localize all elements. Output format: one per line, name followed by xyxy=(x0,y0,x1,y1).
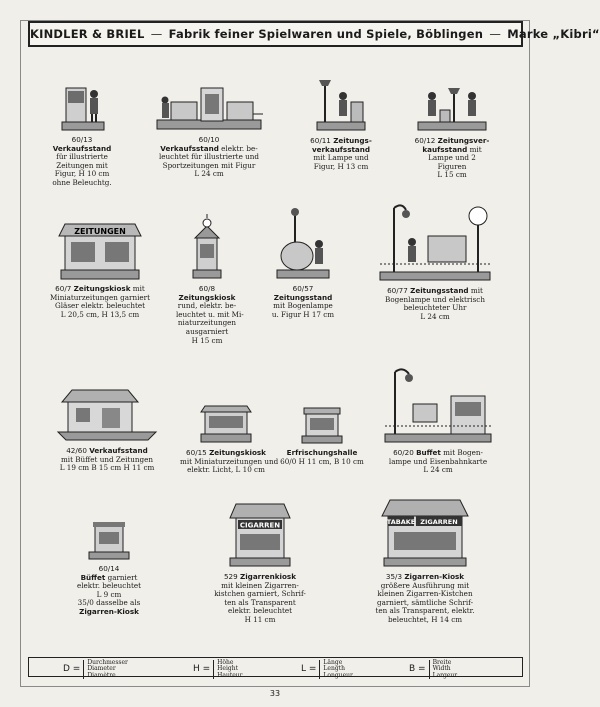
company-name: KINDLER & BRIEL xyxy=(30,27,145,41)
refreshment-hall-illustration xyxy=(298,404,346,446)
cigarren-sign: CIGARREN xyxy=(239,521,281,530)
product-60-13: 60/13 Verkaufsstand für illustrierte Zeitungen mit Figur, H 10 cm ohne Beleuchtg. xyxy=(50,78,114,188)
tabake-sign: TABAKE xyxy=(386,518,416,526)
zeitungen-sign: ZEITUNGEN xyxy=(74,227,126,236)
legend-l: L = Länge Length Longueur xyxy=(301,659,353,679)
newsstand-arc-lamp-illustration xyxy=(273,204,333,282)
newsstand-clock-illustration xyxy=(376,200,494,284)
sales-stand-buffet-illustration xyxy=(56,382,158,444)
page-number: 33 xyxy=(269,689,281,698)
small-newspaper-kiosk-illustration xyxy=(197,402,255,446)
product-60-20: 60/20 Buffet mit Bogen- lampe und Eisenbahnkarte L 24 cm xyxy=(378,366,498,475)
product-60-11: 60/11 Zeitungs- verkaufsstand mit Lampe und Figur, H 13 cm xyxy=(306,72,376,171)
product-529: CIGARREN 529 Zigarrenkiosk mit kleinen Zigarren- kistchen garniert, Schrif- ten als Transparent elektr. beleuchtet H 11 cm xyxy=(210,500,310,625)
product-60-7: ZEITUNGEN 60/7 Zeitungskiosk mit Miniaturzeitungen garniert Gläser elektr. beleuchtet L 20,5 cm, H 13,5 cm xyxy=(50,210,150,319)
product-60-10: 60/10 Verkaufsstand elektr. be- leuchtet für illustrierte und Sportzeitungen mit Figur L 24 cm xyxy=(150,80,268,179)
product-60-8: 60/8 Zeitungskiosk rund, elektr. be- leuchtet u. mit Mi- niaturzeitungen ausgarniert H 15 cm xyxy=(176,214,238,345)
dimension-legend xyxy=(28,657,523,677)
legend-b: B = Breite Width Largeur xyxy=(409,659,458,679)
newsstand-lamp-illustration xyxy=(311,72,371,134)
buffet-arc-lamp-illustration xyxy=(381,366,495,446)
product-60-14: 60/14 Büffet garniert elektr. beleuchtet L 9 cm 35/0 dasselbe als Zigarren-Kiosk xyxy=(74,518,144,617)
product-60-12: 60/12 Zeitungsver- kaufsstand mit Lampe und 2 Figuren L 15 cm xyxy=(412,76,492,180)
company-description: Fabrik feiner Spielwaren und Spiele, Böblingen xyxy=(168,27,484,41)
product-42-60: 42/60 Verkaufsstand mit Büffet und Zeitungen L 19 cm B 15 cm H 11 cm xyxy=(52,382,162,473)
newspaper-kiosk-illustration xyxy=(57,210,143,282)
product-60-77: 60/77 Zeitungsstand mit Bogenlampe und elektrisch beleuchteter Uhr L 24 cm xyxy=(372,200,498,321)
newsstand-two-figures-illustration xyxy=(414,76,490,134)
zigarren-sign: ZIGARREN xyxy=(420,518,458,526)
product-35-3: TABAKE ZIGARREN 35/3 Zigarren-Kiosk größere Ausführung mit kleinen Zigarren-Kistchen garniert, sämtliche Schrif- ten als Transparent, elektr. beleuchtet, H 14 cm xyxy=(370,494,480,625)
product-60-15: 60/15 Zeitungskiosk mit Miniaturzeitungen und elektr. Licht, L 10 cm xyxy=(180,402,272,475)
large-cigar-kiosk-illustration xyxy=(380,494,470,570)
cigar-kiosk-illustration xyxy=(226,500,294,570)
catalog-header: KINDLER & BRIEL — Fabrik feiner Spielwaren und Spiele, Böblingen — Marke „Kibri“ xyxy=(28,21,523,47)
newsstand-figure-illustration xyxy=(56,78,108,133)
product-60-57: 60/57 Zeitungsstand mit Bogenlampe u. Figur H 17 cm xyxy=(268,204,338,319)
buffet-kiosk-illustration xyxy=(85,518,133,562)
brand-name: Marke „Kibri“ xyxy=(507,27,600,41)
legend-h: H = Höhe Height Hauteur xyxy=(193,659,243,679)
double-newsstand-illustration xyxy=(153,80,265,133)
product-60-0: Erfrischungshalle 60/0 H 11 cm, B 10 cm xyxy=(276,404,368,466)
legend-d: D = Durchmesser Diameter Diamètre xyxy=(63,659,128,679)
round-kiosk-illustration xyxy=(187,214,227,282)
